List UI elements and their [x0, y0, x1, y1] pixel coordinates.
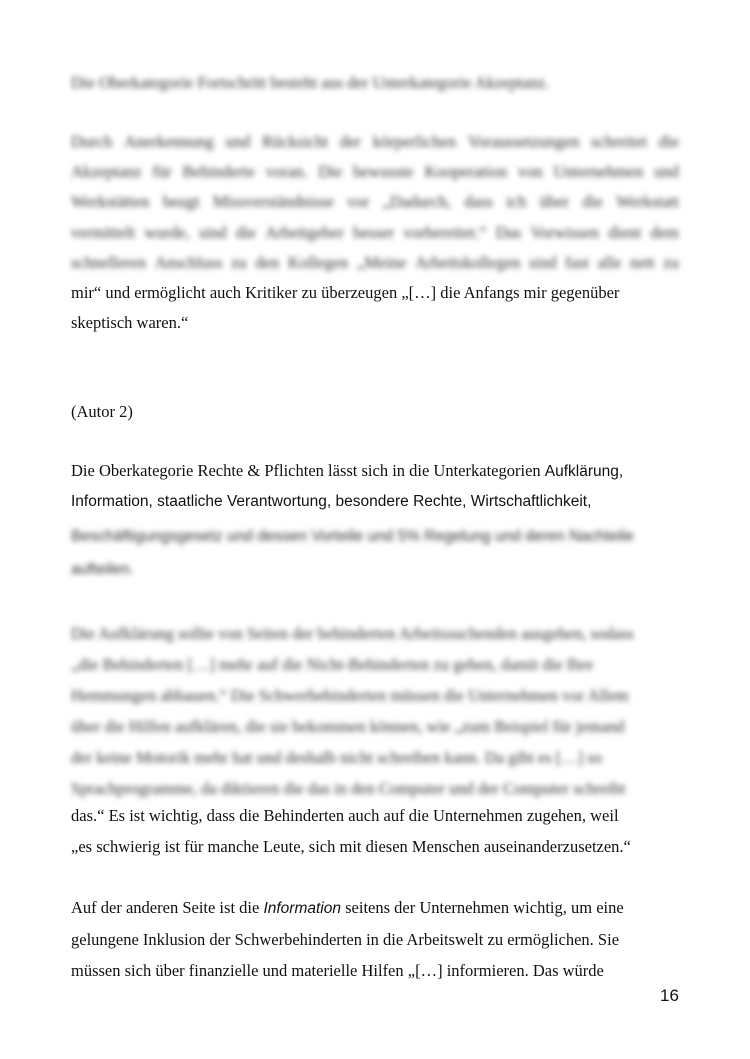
word: Das	[495, 223, 522, 242]
word: Unternehmen	[553, 162, 644, 181]
word: beugt	[162, 192, 200, 211]
word: Werkstatt	[616, 192, 679, 211]
blurred-line	[71, 132, 679, 152]
text-line: gelungene Inklusion der Schwerbehinderten in die Arbeitswelt zu ermöglichen. Sie	[71, 930, 620, 949]
text-span-sans: Aufklärung,	[544, 463, 624, 480]
word: vor	[347, 192, 370, 211]
text-span-italic: Information	[263, 900, 341, 917]
word: bewusste	[353, 162, 414, 181]
text-line: das.“ Es ist wichtig, dass die Behinderten auch auf die Unternehmen zugehen, weil	[71, 806, 619, 825]
word: für	[152, 162, 172, 181]
blurred-line: Sprachprogramme, da diktieren die das in den Computer und der Computer schreibt	[71, 779, 626, 798]
word: Anschluss	[154, 253, 223, 272]
word: Vorwissen	[530, 223, 600, 242]
text-line	[71, 898, 679, 919]
word: Voraussetzungen	[467, 132, 580, 151]
word: alle	[597, 253, 622, 272]
word: „Meine	[356, 253, 407, 272]
word: über	[539, 192, 570, 211]
word: Die	[318, 162, 343, 181]
word: dass	[464, 192, 493, 211]
word: die	[582, 192, 603, 211]
word: Arbeitskollegen	[415, 253, 521, 272]
word: wurde,	[144, 223, 190, 242]
word: sind	[529, 253, 557, 272]
word: Anerkennung	[124, 132, 214, 151]
word: den	[255, 253, 280, 272]
word: der	[339, 132, 361, 151]
word: von	[517, 162, 543, 181]
blurred-line: „die Behinderten […] mehr auf die Nicht-Behinderten zu gehen, damit die Ihre	[71, 655, 594, 674]
word: ich	[506, 192, 527, 211]
word: zu	[231, 253, 247, 272]
author-label: (Autor 2)	[71, 402, 133, 421]
word: Kooperation	[424, 162, 507, 181]
word: besser	[353, 223, 395, 242]
text-line: müssen sich über finanzielle und materielle Hilfen „[…] informieren. Das würde	[71, 961, 604, 980]
word: die	[235, 223, 256, 242]
blurred-line: Die Aufklärung sollte von Seiten der behinderten Arbeitssuchenden ausgehen, sodass	[71, 624, 634, 643]
text-line: Information, staatliche Verantwortung, besondere Rechte, Wirtschaftlichkeit,	[71, 493, 592, 510]
word: Arbeitgeber	[265, 223, 344, 242]
text-line: mir“ und ermöglicht auch Kritiker zu überzeugen „[…] die Anfangs mir gegenüber	[71, 283, 620, 302]
text-span: seitens der Unternehmen wichtig, um eine	[345, 898, 624, 917]
text-line: „es schwierig ist für manche Leute, sich mit diesen Menschen auseinanderzusetzen.“	[71, 837, 631, 856]
word: Rücksicht	[262, 132, 329, 151]
word: Akzeptanz	[71, 162, 142, 181]
word: Kollegen	[287, 253, 349, 272]
word: fast	[565, 253, 589, 272]
word: nett	[630, 253, 655, 272]
word: und	[225, 132, 251, 151]
word: körperlichen	[372, 132, 457, 151]
word: schreitet	[591, 132, 648, 151]
blurred-line: Hemmungen abbauen.“ Die Schwerbehinderten müssen die Unternehmen vor Allem	[71, 686, 629, 705]
blurred-line: Die Oberkategorie Fortschritt besteht aus der Unterkategorie Akzeptanz.	[71, 73, 550, 92]
word: Missverständnisse	[212, 192, 334, 211]
word: dem	[650, 223, 679, 242]
blurred-line	[71, 223, 679, 243]
word: Werkstätten	[71, 192, 150, 211]
word: „Dadurch,	[382, 192, 451, 211]
word: dient	[608, 223, 642, 242]
word: zu	[663, 253, 679, 272]
word: die	[658, 132, 679, 151]
page-number: 16	[660, 986, 679, 1005]
word: Behinderte	[182, 162, 255, 181]
blurred-line: aufteilen.	[71, 561, 134, 578]
word: schnelleren	[71, 253, 147, 272]
blurred-line: der keine Motorik mehr hat und deshalb nicht schreiben kann. Da gibt es […] so	[71, 748, 603, 767]
text-line	[71, 461, 679, 482]
blurred-line	[71, 192, 679, 212]
word: vermittelt	[71, 223, 136, 242]
blurred-line: über die Hilfen aufklären, die sie bekommen können, wie „zum Beispiel für jemand	[71, 717, 625, 736]
text-line: skeptisch waren.“	[71, 313, 189, 332]
word: und	[654, 162, 679, 181]
blurred-line	[71, 253, 679, 273]
word: sind	[198, 223, 227, 242]
word: voran.	[265, 162, 308, 181]
blurred-line	[71, 162, 679, 182]
text-span: Die Oberkategorie Rechte & Pflichten lässt sich in die Unterkategorien	[71, 461, 541, 480]
word: Durch	[71, 132, 113, 151]
text-span: Auf der anderen Seite ist die	[71, 898, 260, 917]
word: vorbereitet.“	[403, 223, 487, 242]
blurred-line: Beschäftigungsgesetz und dessen Vorteile und 5% Regelung und deren Nachteile	[71, 528, 634, 545]
